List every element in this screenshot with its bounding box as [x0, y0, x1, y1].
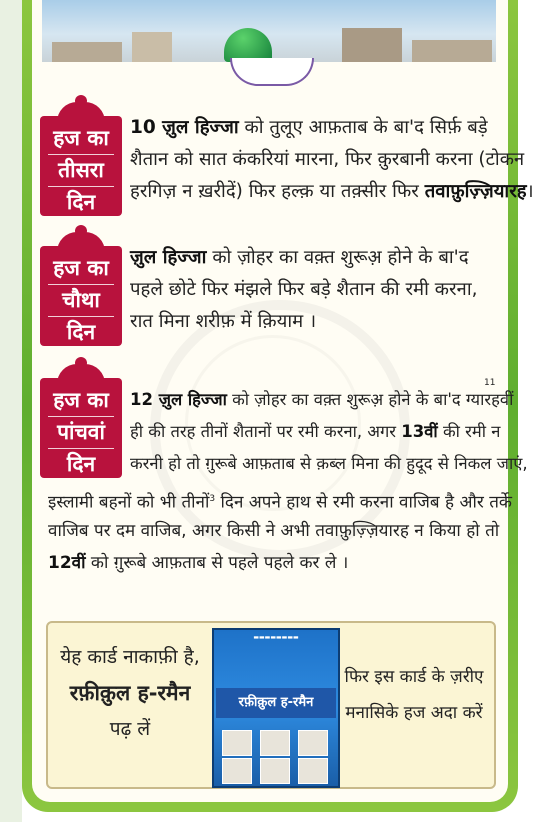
section3-line6: 12वीं को ग़ुरूबे आफ़ताब से पहले पहले कर ले । — [48, 553, 349, 573]
section1-line2: शैतान को सात कंकरियां मारना, फिर क़ुरबानी करना (टोकन — [130, 149, 525, 170]
promo-left-line1: येह कार्ड नाकाफ़ी है, — [60, 646, 200, 668]
section3-line1: 12 ज़ुल हिज्जा को ज़ोहर का वक़्त शुरूअ़ होने के बा'द ग्यारहवीं — [130, 390, 514, 409]
badge-fifth-day: हज का पांचवां दिन — [40, 364, 122, 480]
left-edge — [0, 0, 22, 822]
section2-line1: ज़ुल हिज्जा को ज़ोहर का वक़्त शुरूअ़ होने के बा'द — [130, 247, 469, 268]
section1-line1: 10 ज़ुल हिज्जा को तुलूए आफ़ताब के बा'द सिर्फ़ बड़े — [130, 117, 488, 138]
book-cover: ▬▬▬▬▬▬▬▬ रफ़ीक़ुल ह-रमैन — [212, 628, 340, 788]
photo-icon — [260, 730, 290, 756]
book-cover-title: रफ़ीक़ुल ह-रमैन — [216, 688, 336, 718]
section3-line2: ही की तरह तीनों शैतानों पर रमी करना, अगर 13वीं की रमी न — [130, 422, 501, 441]
section1-line3: हरगिज़ न ख़रीदें) फिर हल्क़ या तक़्सीर फिर तवाफ़ुज़्ज़ियारह। — [130, 181, 534, 202]
section3-line5: वाजिब पर दम वाजिब, अगर किसी ने अभी तवाफ़ुज़्ज़ियारह न किया हो तो — [48, 521, 500, 541]
section2-line2: पहले छोटे फिर मंझले फिर बड़े शैतान की रमी करना, — [130, 279, 478, 300]
promo-right-line2: मनासिके हज अदा करें — [345, 703, 483, 723]
section3-line4: इस्लामी बहनों को भी तीनों$^3$ दिन अपने हाथ से रमी करना वाजिब है और तर्के — [48, 492, 512, 513]
footnote-11: 11 — [484, 378, 496, 388]
section3-line3: करनी हो तो ग़ुरूबे आफ़ताब से क़ब्ल मिना की हुदूद से निकल जाएं, — [130, 454, 528, 473]
photo-icon — [298, 758, 328, 784]
promo-right-line1: फिर इस कार्ड के ज़रीए — [344, 667, 484, 687]
photo-icon — [222, 758, 252, 784]
promo-left-line2: रफ़ीक़ुल ह-रमैन — [69, 681, 191, 705]
section2-line3: रात मिना शरीफ़ में क़ियाम । — [130, 311, 317, 332]
photo-icon — [298, 730, 328, 756]
badge-fourth-day: हज का चौथा दिन — [40, 232, 122, 348]
photo-icon — [260, 758, 290, 784]
photo-icon — [222, 730, 252, 756]
promo-left-line3: पढ़ लें — [109, 718, 151, 740]
badge-third-day: हज का तीसरा दिन — [40, 102, 122, 218]
